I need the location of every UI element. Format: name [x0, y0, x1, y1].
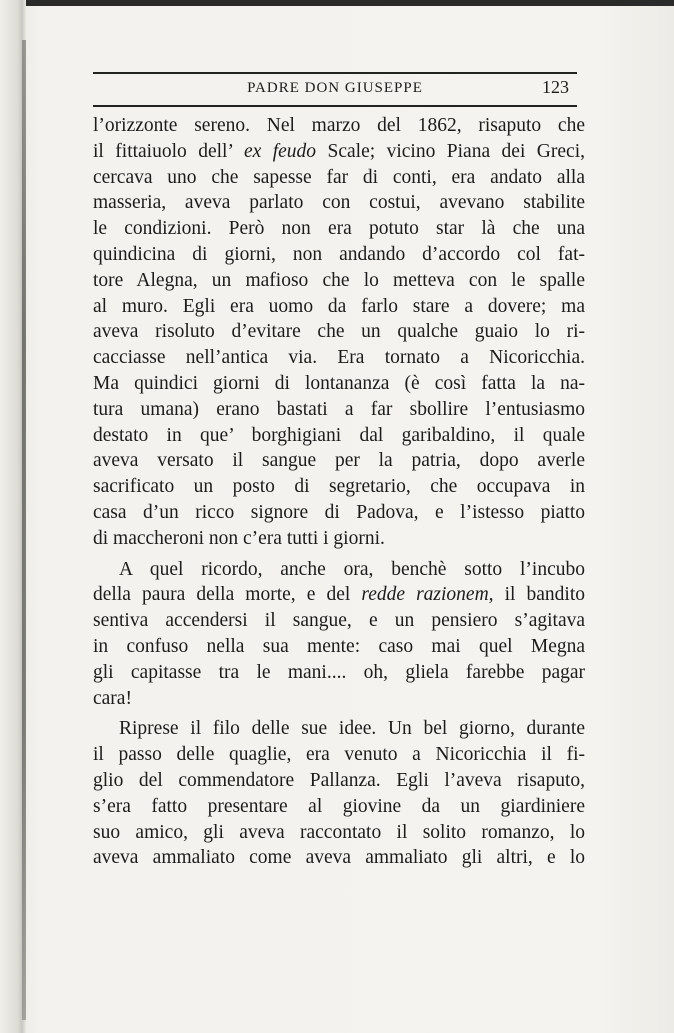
text-line: aveva ammaliato come aveva ammaliato gli altri, e lo — [93, 847, 585, 869]
scan-top-edge — [0, 0, 674, 6]
text-line: Riprese il filo delle sue idee. Un bel giorno, durante — [119, 718, 585, 740]
text-line: cacciasse nell’antica via. Era tornato a Nicoricchia. — [93, 347, 585, 369]
running-head — [93, 78, 577, 100]
running-title: PADRE DON GIUSEPPE — [247, 80, 423, 96]
paragraph — [93, 113, 585, 552]
text-span: della paura della morte, e del — [93, 584, 362, 606]
text-line: casa d’un ricco signore di Padova, e l’istesso piatto — [93, 501, 585, 523]
header-rule-bottom — [93, 105, 577, 107]
text-line: aveva versato il sangue per la patria, dopo averle — [93, 450, 585, 472]
text-line: A quel ricordo, anche ora, benchè sotto l’incubo — [119, 558, 585, 580]
page-number: 123 — [542, 77, 569, 97]
header-rule-top — [93, 72, 577, 74]
body-text — [93, 113, 585, 871]
text-line: quindicina di giorni, non andando d’accordo col fat- — [93, 243, 585, 265]
text-line: tura umana) erano bastati a far sbollire l’entusiasmo — [93, 398, 585, 420]
italic-term: redde razionem, — [361, 584, 494, 606]
text-line: sentiva accendersi il sangue, e un pensiero s’agitava — [93, 610, 585, 632]
text-span: il fittaiuolo dell’ — [93, 140, 244, 162]
text-line: aveva risoluto d’evitare che un qualche guaio lo ri- — [93, 321, 585, 343]
text-line: destato in que’ borghigiani dal garibaldino, il quale — [93, 424, 585, 446]
text-line: suo amico, gli aveva raccontato il solito romanzo, lo — [93, 821, 585, 843]
text-line: il passo delle quaglie, era venuto a Nicoricchia il fi- — [93, 744, 585, 766]
text-line: di maccheroni non c’era tutti i giorni. — [93, 527, 385, 549]
text-line — [93, 582, 585, 608]
text-line: sacrificato un posto di segretario, che occupava in — [93, 476, 585, 498]
text-span: Scale; vicino Piana dei Greci, — [316, 140, 585, 162]
text-line: tore Alegna, un mafioso che lo metteva con le spalle — [93, 269, 585, 291]
text-line: l’orizzonte sereno. Nel marzo del 1862, risaputo che — [93, 115, 585, 136]
text-line: le condizioni. Però non era potuto star là che una — [93, 218, 585, 240]
text-line: s’era fatto presentare al giovine da un giardiniere — [93, 795, 585, 817]
text-line: cercava uno che sapesse far di conti, era andato alla — [93, 166, 585, 188]
text-line: al muro. Egli era uomo da farlo stare a dovere; ma — [93, 295, 585, 317]
italic-term: ex feudo — [243, 140, 317, 162]
text-line: glio del commendatore Pallanza. Egli l’aveva risaputo, — [93, 769, 585, 791]
text-line — [93, 139, 585, 165]
text-line: gli capitasse tra le mani.... oh, gliela farebbe pagar — [93, 661, 585, 683]
scan-binding-shadow — [22, 40, 26, 1020]
text-span: il bandito — [493, 584, 585, 606]
text-line: Ma quindici giorni di lontananza (è così fatta la na- — [93, 372, 585, 394]
text-line: in confuso nella sua mente: caso mai quel Megna — [93, 635, 585, 657]
paragraph — [93, 716, 585, 871]
text-line: masseria, aveva parlato con costui, avevano stabilite — [93, 192, 585, 214]
text-line: cara! — [93, 687, 132, 709]
paragraph — [93, 557, 585, 712]
